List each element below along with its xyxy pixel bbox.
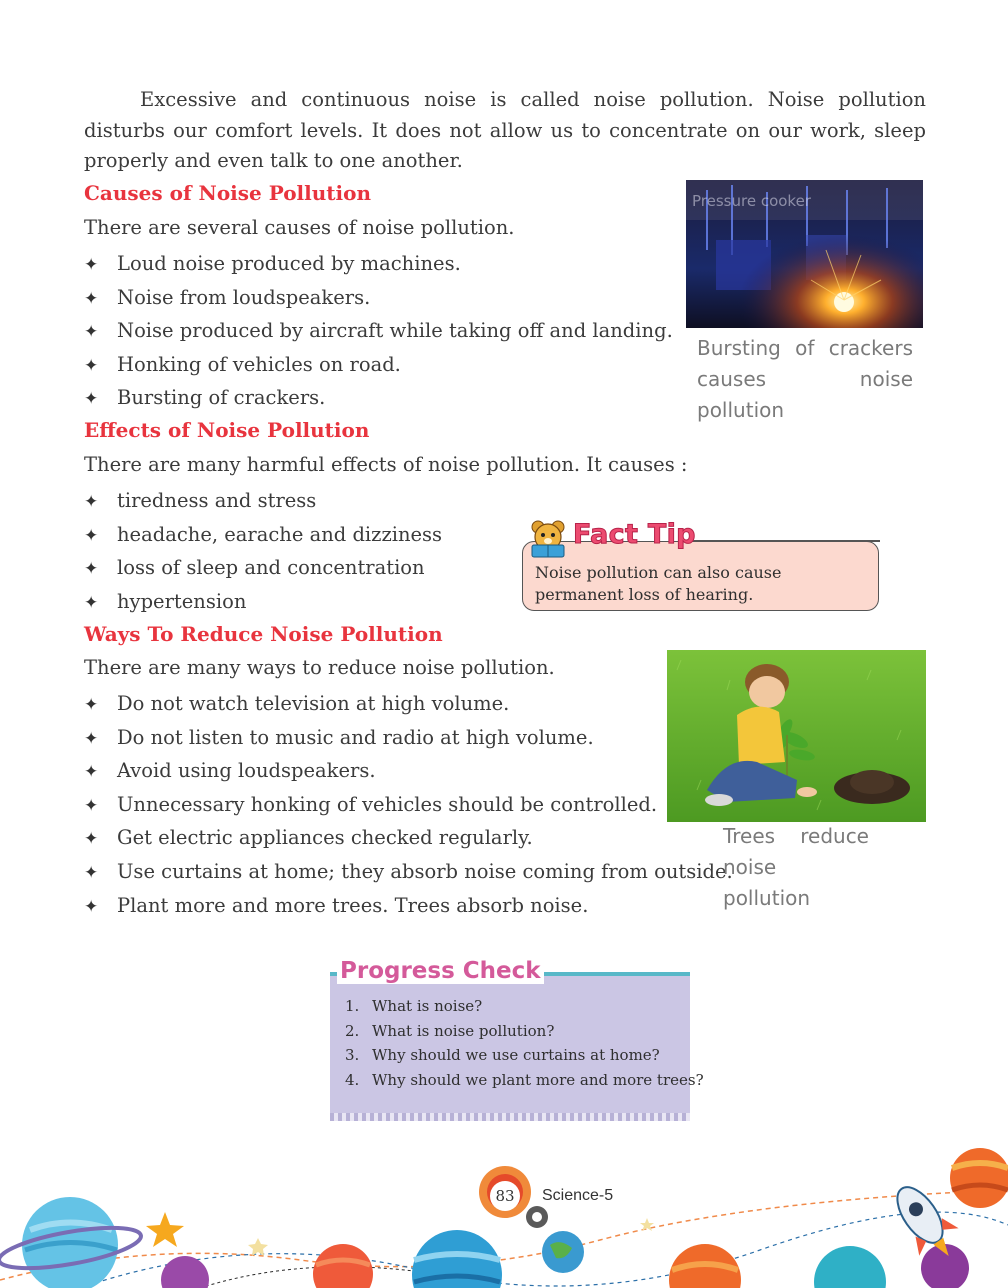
ways-intro: There are many ways to reduce noise pollution. — [84, 656, 555, 679]
list-item: ✦ hypertension — [84, 585, 442, 619]
star-bullet-icon: ✦ — [84, 492, 99, 512]
star-bullet-icon: ✦ — [84, 762, 99, 783]
list-item: 4. Why should we plant more and more trees? — [345, 1070, 704, 1089]
star-bullet-icon: ✦ — [84, 389, 99, 410]
star-bullet-icon: ✦ — [84, 728, 99, 749]
fact-tip-text: Noise pollution can also cause permanent loss of hearing. — [535, 563, 782, 604]
causes-intro: There are several causes of noise pollution. — [84, 216, 515, 239]
photo-watermark: Pressure cooker — [692, 192, 811, 210]
causes-heading: Causes of Noise Pollution — [84, 181, 371, 205]
list-item: ✦ Get electric appliances checked regularly. — [84, 821, 733, 855]
list-item: ✦ Noise produced by aircraft while taking off and landing. — [84, 314, 673, 348]
effects-intro: There are many harmful effects of noise pollution. It causes : — [84, 453, 688, 476]
book-name: Science-5 — [542, 1187, 614, 1204]
progress-check-edge — [330, 1113, 690, 1121]
star-bullet-icon: ✦ — [84, 862, 99, 883]
fact-tip-box — [522, 541, 879, 611]
fact-tip-title: Fact Tip — [573, 519, 696, 550]
list-item: ✦ headache, earache and dizziness — [84, 518, 442, 552]
effects-list — [84, 484, 442, 618]
bear-reading-icon — [526, 519, 570, 559]
progress-check-title: Progress Check — [337, 958, 544, 984]
star-bullet-icon: ✦ — [84, 829, 99, 850]
list-item: 2. What is noise pollution? — [345, 1021, 555, 1040]
list-item: ✦ Loud noise produced by machines. — [84, 247, 673, 281]
crackers-caption: Bursting of crackers causes noise pollution — [697, 336, 913, 422]
list-item: ✦ Avoid using loudspeakers. — [84, 754, 733, 788]
boy-planting-tree-image-icon — [667, 650, 926, 822]
intro-text: Excessive and continuous noise is called noise pollution. Noise pollution disturbs our comfort levels. It does not allow us to concentrate on our work, sleep properly and even talk to one another. — [84, 88, 926, 172]
planting-caption: Trees reduce noise pollution — [723, 824, 869, 910]
list-item: ✦ Noise from loudspeakers. — [84, 281, 673, 315]
causes-list — [84, 247, 673, 415]
list-item: 1. What is noise? — [345, 997, 483, 1015]
star-bullet-icon: ✦ — [84, 592, 99, 613]
fact-tip-divider — [690, 540, 880, 542]
star-bullet-icon: ✦ — [84, 695, 99, 715]
crackers-photo — [686, 180, 923, 328]
star-bullet-icon: ✦ — [84, 525, 99, 546]
star-bullet-icon: ✦ — [84, 255, 99, 275]
planting-photo — [667, 650, 926, 822]
list-item: ✦ Bursting of crackers. — [84, 381, 673, 415]
intro-paragraph — [84, 85, 926, 177]
list-item: ✦ loss of sleep and concentration — [84, 551, 442, 585]
star-bullet-icon: ✦ — [84, 322, 99, 343]
list-item: 3. Why should we use curtains at home? — [345, 1046, 660, 1064]
effects-heading: Effects of Noise Pollution — [84, 418, 370, 442]
list-item: ✦ tiredness and stress — [84, 484, 442, 518]
star-bullet-icon: ✦ — [84, 795, 99, 816]
star-bullet-icon: ✦ — [84, 896, 99, 917]
list-item: ✦ Do not watch television at high volume. — [84, 687, 733, 721]
page-number: 83 — [490, 1181, 520, 1211]
ways-list — [84, 687, 733, 922]
ways-heading: Ways To Reduce Noise Pollution — [84, 622, 443, 646]
star-bullet-icon: ✦ — [84, 355, 99, 376]
list-item: ✦ Plant more and more trees. Trees absorb noise. — [84, 889, 733, 923]
star-bullet-icon: ✦ — [84, 288, 99, 309]
progress-check-questions — [345, 994, 704, 1092]
list-item: ✦ Do not listen to music and radio at high volume. — [84, 721, 733, 755]
star-bullet-icon: ✦ — [84, 559, 99, 580]
list-item: ✦ Unnecessary honking of vehicles should be controlled. — [84, 788, 733, 822]
list-item: ✦ Honking of vehicles on road. — [84, 348, 673, 382]
fireworks-image-icon — [686, 180, 923, 328]
list-item: ✦ Use curtains at home; they absorb noise coming from outside. — [84, 855, 733, 889]
